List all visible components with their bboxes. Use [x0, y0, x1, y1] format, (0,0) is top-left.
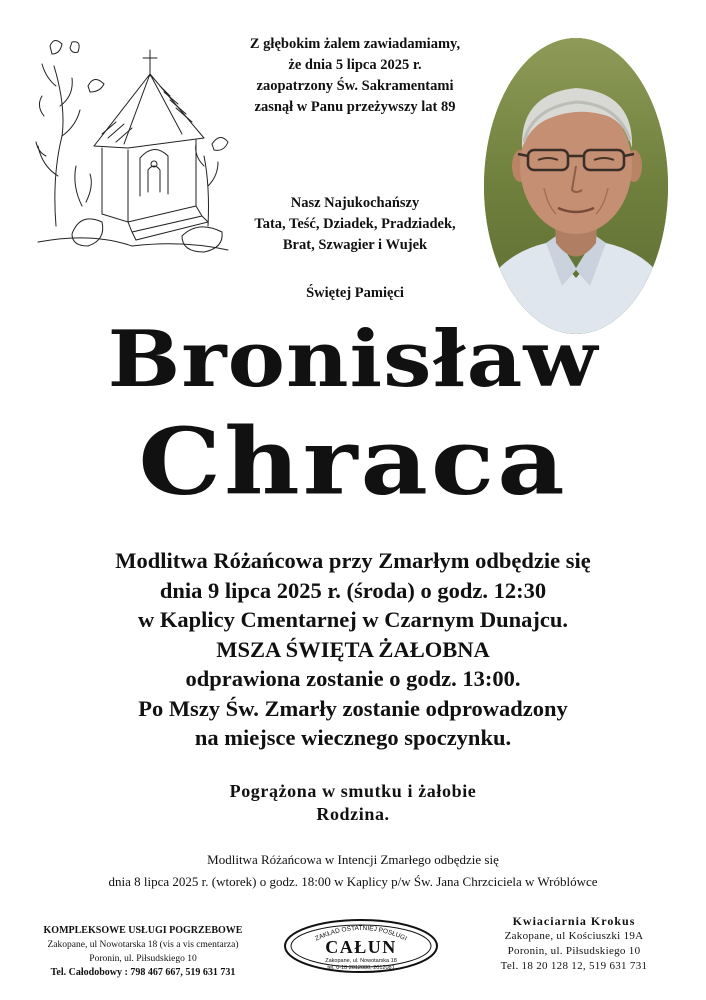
deceased-portrait-photo [484, 38, 668, 334]
logo-address: Zakopane, ul. Nowotarska 18 [325, 958, 397, 964]
funeral-services-address: Poronin, ul. Piłsudskiego 10 [89, 954, 197, 964]
intro-line: Z głębokim żalem zawiadamiamy, [249, 36, 461, 52]
ceremony-details [0, 546, 706, 753]
family-line: Brat, Szwagier i Wujek [282, 237, 428, 253]
ceremony-line: na miejsce wiecznego spoczynku. [194, 725, 512, 750]
logo-name: CAŁUN [325, 937, 397, 957]
logo-phone: tel. 0-18 2012080, 2012081 [327, 965, 395, 971]
ceremony-line: dnia 9 lipca 2025 r. (środa) o godz. 12:30 [159, 577, 547, 603]
logo-top-text: ZAKŁAD OSTATNIEJ POSŁUGI [314, 924, 408, 943]
florist-phone: Tel. 18 20 128 12, 519 631 731 [500, 960, 648, 972]
intro-line: zaopatrzony Św. Sakramentami [256, 78, 454, 94]
family-line: Nasz Najukochańszy [290, 195, 420, 211]
rosary-line: Modlitwa Różańcowa w Intencji Zmarłego odbędzie się [207, 852, 499, 867]
family-relations [215, 193, 495, 256]
funeral-services-title: KOMPLEKSOWE USŁUGI POGRZEBOWE [43, 925, 243, 936]
ceremony-line: odprawiona zostanie o godz. 13:00. [185, 666, 521, 691]
ceremony-line: w Kaplicy Cmentarnej w Czarnym Dunajcu. [138, 607, 568, 632]
calun-logo [283, 918, 439, 974]
florist-address: Poronin, ul. Piłsudskiego 10 [507, 945, 641, 957]
ceremony-line: Modlitwa Różańcowa przy Zmarłym odbędzie się [115, 548, 591, 573]
funeral-services-phone: Tel. Całodobowy : 798 467 667, 519 631 731 [50, 967, 236, 978]
memory-heading: Świętej Pamięci [306, 285, 404, 301]
family-signature [0, 780, 706, 826]
intro-line: że dnia 5 lipca 2025 r. [288, 57, 422, 73]
last-name: Chraca [138, 407, 568, 516]
florist-ad [446, 914, 702, 974]
signature-line: Pogrążona w smutku i żałobie [229, 781, 477, 801]
rosary-info [0, 849, 706, 893]
ceremony-line: Po Mszy Św. Zmarły zostanie odprowadzony [138, 695, 568, 721]
first-name: Bronisław [107, 314, 599, 405]
intro-announcement [215, 34, 495, 118]
florist-address: Zakopane, ul Kościuszki 19A [504, 930, 644, 942]
rosary-line: dnia 8 lipca 2025 r. (wtorek) o godz. 18:00 w Kaplicy p/w Św. Jana Chrzciciela w Wróblówce [108, 874, 598, 889]
intro-line: zasnął w Panu przeżywszy lat 89 [254, 99, 456, 115]
chapel-sketch-illustration [32, 26, 232, 266]
signature-line: Rodzina. [316, 804, 390, 824]
family-line: Tata, Teść, Dziadek, Pradziadek, [254, 216, 456, 232]
florist-title: Kwiaciarnia Krokus [512, 914, 636, 928]
funeral-services-address: Zakopane, ul Nowotarska 18 (vis a vis cmentarza) [47, 940, 239, 950]
ceremony-line: MSZA ŚWIĘTA ŻAŁOBNA [216, 636, 490, 662]
funeral-services-ad [8, 924, 278, 980]
